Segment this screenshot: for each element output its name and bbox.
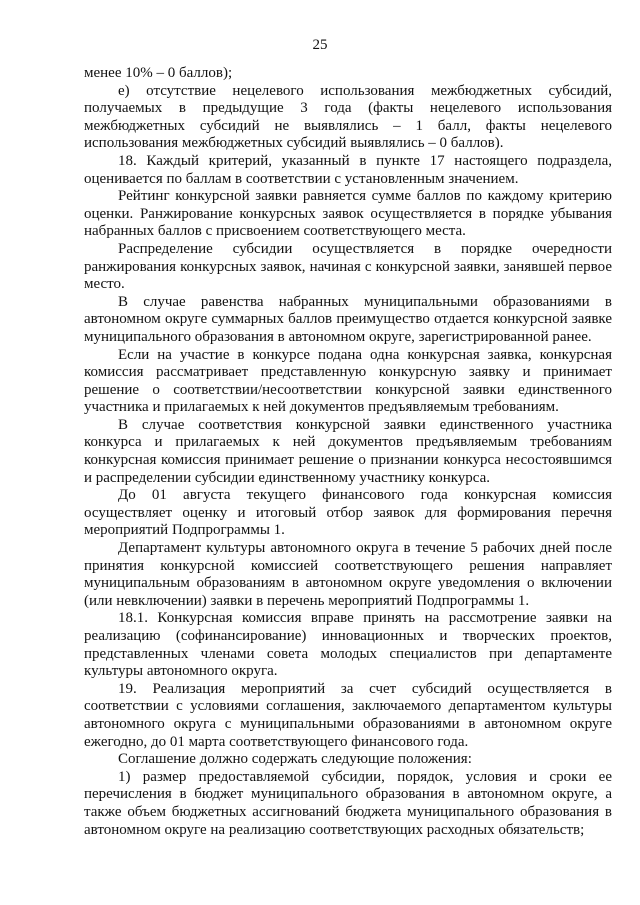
paragraph-august-deadline: До 01 августа текущего финансового года конкурсная комиссия осуществляет оценку и итоговый отбор заявок для формирования перечня мероприятий Подпрограммы 1. (84, 487, 612, 539)
paragraph-department-notice: Департамент культуры автономного округа в течение 5 рабочих дней после принятия конкурсной комиссией соответствующего решения направляет муниципальным образованиям в автономном округе уведомления о включении (или невключении) заявки в перечень мероприятий Подпрограммы 1. (84, 540, 612, 609)
paragraph-equal-scores: В случае равенства набранных муниципальными образованиями в автономном округе суммарных баллов преимущество отдается конкурсной заявке муниципального образования в автономном округе, зарегистрированной ранее. (84, 293, 612, 345)
paragraph-agreement-item-1: 1) размер предоставляемой субсидии, порядок, условия и сроки ее перечисления в бюджет муниципального образования в автономном округе, а также объем бюджетных ассигнований бюджета муниципального образования в автономном округе на реализацию соответствующих расходных обязательств; (84, 768, 612, 838)
paragraph-18: 18. Каждый критерий, указанный в пункте 17 настоящего подраздела, оценивается по баллам в соответствии с установленным значением. (84, 152, 612, 187)
paragraph-agreement-intro: Соглашение должно содержать следующие положения: (118, 751, 472, 768)
paragraph-item-e: е) отсутствие нецелевого использования межбюджетных субсидий, получаемых в предыдущие 3 года (факты нецелевого использования межбюджетных субсидий не выявлялись – 1 балл, факты нецелевого использования межбюджетных субсидий выявлялись – 0 баллов). (84, 82, 612, 152)
paragraph-single-compliance: В случае соответствия конкурсной заявки единственного участника конкурса и прилагаемых к ней документов предъявляемым требованиям конкурсная комиссия принимает решение о признании конкурса несостоявшимся и распределении субсидии единственному участнику конкурса. (84, 416, 612, 486)
paragraph-rating: Рейтинг конкурсной заявки равняется сумме баллов по каждому критерию оценки. Ранжирование конкурсных заявок осуществляется в порядке убывания набранных баллов с присвоением соответствующего места. (84, 188, 612, 240)
paragraph-distribution: Распределение субсидии осуществляется в порядке очередности ранжирования конкурсных заявок, начиная с конкурсной заявки, занявшей первое место. (84, 240, 612, 293)
page-number: 25 (312, 37, 328, 53)
document-body (84, 65, 612, 839)
paragraph-19: 19. Реализация мероприятий за счет субсидий осуществляется в соответствии с условиями соглашения, заключаемого департаментом культуры автономного округа с муниципальными образованиями в автономном округе ежегодно, до 01 марта соответствующего финансового года. (84, 680, 612, 750)
paragraph-continuation: менее 10% – 0 баллов); (84, 65, 233, 81)
paragraph-single-application: Если на участие в конкурсе подана одна конкурсная заявка, конкурсная комиссия рассматривает представленную конкурсную заявку и принимает решение о соответствии/несоответствии конкурсной заявки единственного участника и прилагаемых к ней документов предъявляемым требованиям. (84, 346, 612, 416)
paragraph-18-1: 18.1. Конкурсная комиссия вправе принять на рассмотрение заявки на реализацию (софинансирование) инновационных и творческих проектов, представленных членами совета молодых специалистов при департаменте культуры автономного округа. (84, 610, 612, 680)
